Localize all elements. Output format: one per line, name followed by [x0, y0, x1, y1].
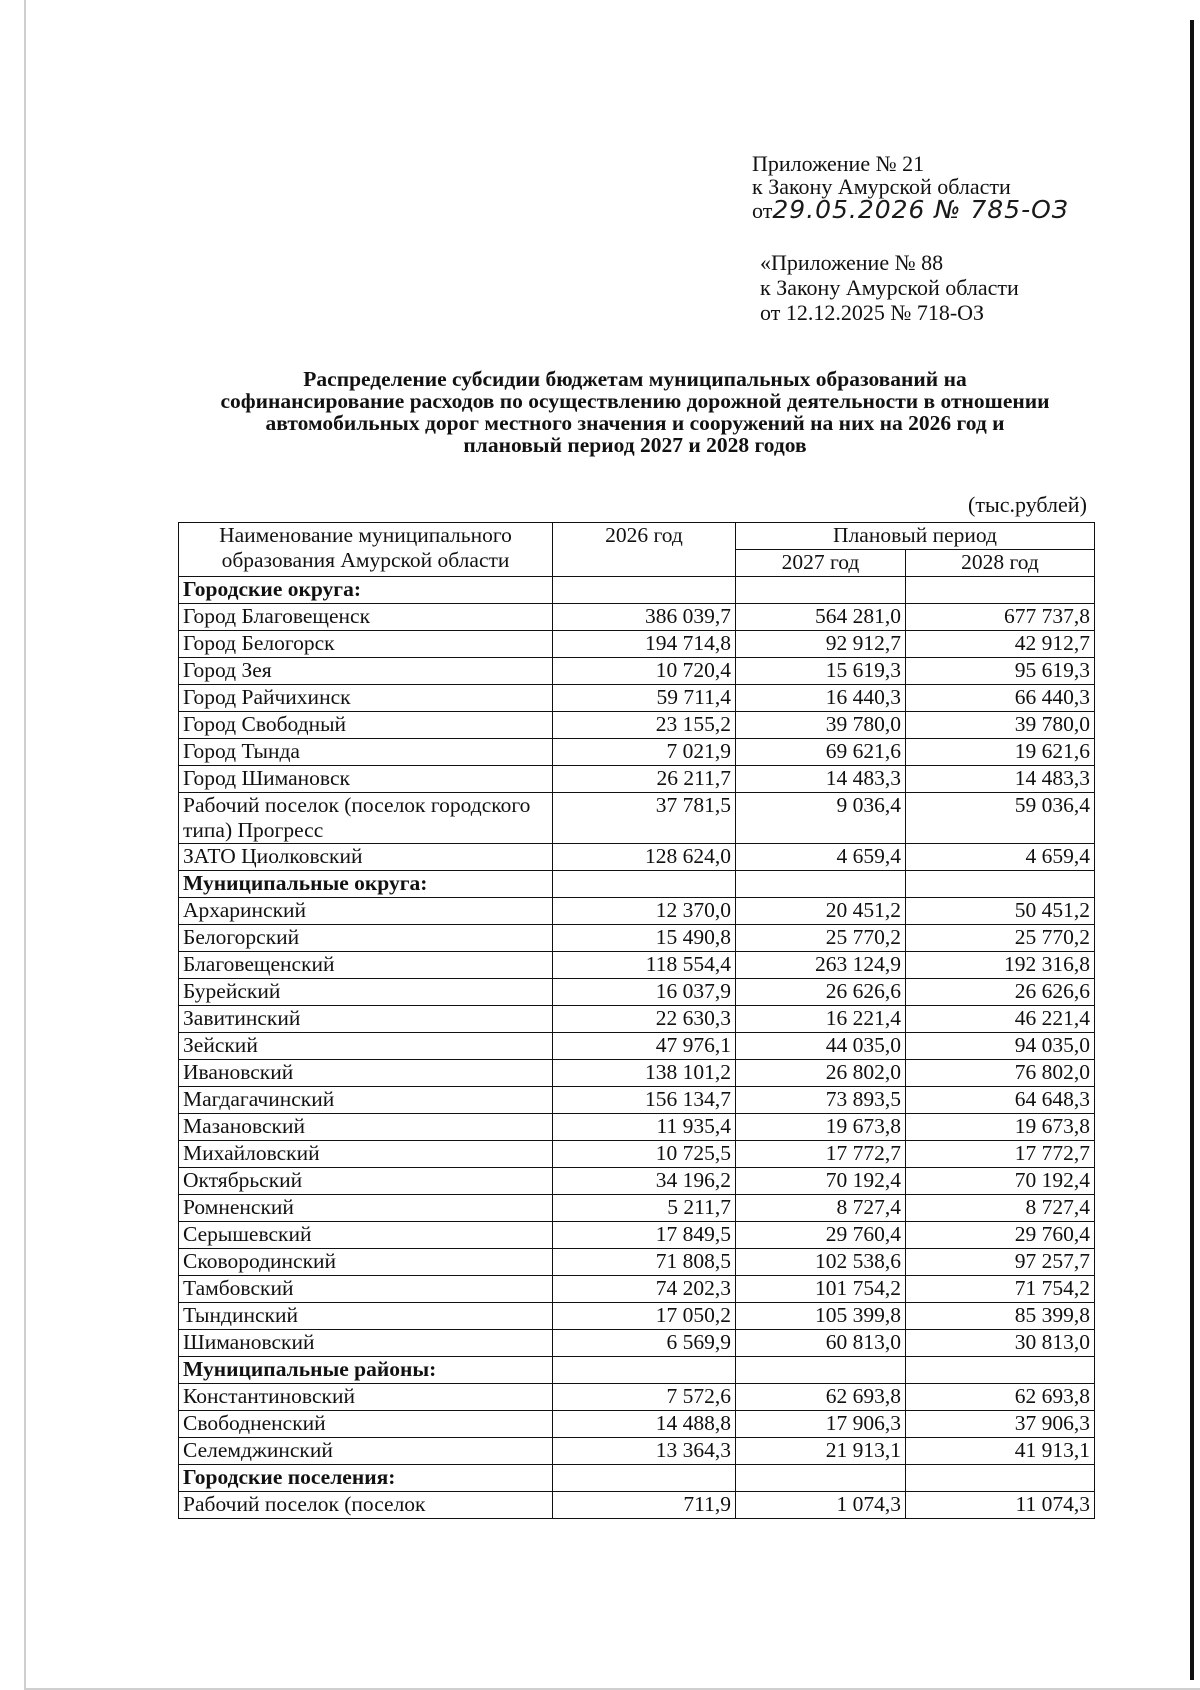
- table-row: [179, 1411, 1095, 1438]
- row-name: Город Шимановск: [179, 766, 553, 793]
- value-2026: 13 364,3: [553, 1438, 736, 1465]
- table-row: [179, 952, 1095, 979]
- row-name: Ивановский: [179, 1060, 553, 1087]
- value-2026: 711,9: [553, 1492, 736, 1519]
- value-2027: 62 693,8: [736, 1384, 906, 1411]
- value-2028: 59 036,4: [906, 793, 1095, 844]
- value-2028: [906, 1465, 1095, 1492]
- appendix-law: к Закону Амурской области: [752, 174, 1011, 199]
- row-name: Муниципальные округа:: [179, 871, 553, 898]
- value-2028: 97 257,7: [906, 1249, 1095, 1276]
- row-name: Шимановский: [179, 1330, 553, 1357]
- value-2028: 17 772,7: [906, 1141, 1095, 1168]
- table-section-row: [179, 871, 1095, 898]
- value-2026: [553, 577, 736, 604]
- page-edge-left: [24, 0, 26, 1690]
- value-2028: 66 440,3: [906, 685, 1095, 712]
- value-2028: 4 659,4: [906, 844, 1095, 871]
- value-2026: 23 155,2: [553, 712, 736, 739]
- value-2026: 17 050,2: [553, 1303, 736, 1330]
- value-2026: 6 569,9: [553, 1330, 736, 1357]
- table-row: [179, 1195, 1095, 1222]
- table-row: [179, 631, 1095, 658]
- page-edge-right: [1190, 20, 1194, 1680]
- table-row: [179, 685, 1095, 712]
- value-2027: [736, 871, 906, 898]
- row-name: Магдагачинский: [179, 1087, 553, 1114]
- table-row: [179, 1168, 1095, 1195]
- value-2028: 95 619,3: [906, 658, 1095, 685]
- value-2026: 34 196,2: [553, 1168, 736, 1195]
- value-2026: 7 572,6: [553, 1384, 736, 1411]
- row-name: Рабочий поселок (поселок: [179, 1492, 553, 1519]
- value-2028: 29 760,4: [906, 1222, 1095, 1249]
- value-2026: 386 039,7: [553, 604, 736, 631]
- value-2028: 19 673,8: [906, 1114, 1095, 1141]
- value-2028: 94 035,0: [906, 1033, 1095, 1060]
- row-name: Константиновский: [179, 1384, 553, 1411]
- value-2026: [553, 1357, 736, 1384]
- row-name: Ромненский: [179, 1195, 553, 1222]
- value-2026: 7 021,9: [553, 739, 736, 766]
- value-2026: 14 488,8: [553, 1411, 736, 1438]
- value-2027: 29 760,4: [736, 1222, 906, 1249]
- appendix-block: [752, 152, 1069, 222]
- table-section-row: [179, 1465, 1095, 1492]
- value-2028: 64 648,3: [906, 1087, 1095, 1114]
- value-2028: 76 802,0: [906, 1060, 1095, 1087]
- previous-appendix-law: к Закону Амурской области: [760, 275, 1019, 300]
- table-row: [179, 658, 1095, 685]
- table-row: [179, 1276, 1095, 1303]
- table-row: [179, 712, 1095, 739]
- appendix-number: Приложение № 21: [752, 151, 925, 176]
- value-2028: 677 737,8: [906, 604, 1095, 631]
- table-row: [179, 1249, 1095, 1276]
- value-2028: 70 192,4: [906, 1168, 1095, 1195]
- value-2027: [736, 1357, 906, 1384]
- value-2027: 101 754,2: [736, 1276, 906, 1303]
- header-2027: 2027 год: [736, 550, 906, 577]
- value-2027: 60 813,0: [736, 1330, 906, 1357]
- value-2026: 128 624,0: [553, 844, 736, 871]
- table-section-row: [179, 577, 1095, 604]
- value-2027: 69 621,6: [736, 739, 906, 766]
- table-header-row: [179, 523, 1095, 550]
- appendix-date-prefix: от: [752, 198, 773, 223]
- value-2026: 16 037,9: [553, 979, 736, 1006]
- value-2028: 41 913,1: [906, 1438, 1095, 1465]
- value-2028: [906, 1357, 1095, 1384]
- value-2028: 62 693,8: [906, 1384, 1095, 1411]
- value-2028: 50 451,2: [906, 898, 1095, 925]
- row-name: Завитинский: [179, 1006, 553, 1033]
- value-2026: 156 134,7: [553, 1087, 736, 1114]
- header-name-line-1: Наименование муниципального: [219, 523, 512, 547]
- value-2026: 194 714,8: [553, 631, 736, 658]
- header-2026: 2026 год: [553, 523, 736, 577]
- subsidy-table: [178, 522, 1095, 1519]
- units-label: (тыс.рублей): [968, 492, 1087, 517]
- row-name: Благовещенский: [179, 952, 553, 979]
- row-name: Селемджинский: [179, 1438, 553, 1465]
- handwritten-date-number: 29.05.2026 № 785-ОЗ: [772, 195, 1069, 224]
- value-2027: 25 770,2: [736, 925, 906, 952]
- table-row: [179, 1384, 1095, 1411]
- appendix-date-line: [752, 195, 1069, 224]
- value-2027: 15 619,3: [736, 658, 906, 685]
- title-line-2: софинансирование расходов по осуществлению дорожной деятельности в отношении: [220, 389, 1050, 413]
- table-row: [179, 1087, 1095, 1114]
- value-2027: 263 124,9: [736, 952, 906, 979]
- value-2026: 74 202,3: [553, 1276, 736, 1303]
- value-2026: 5 211,7: [553, 1195, 736, 1222]
- row-name: Городские округа:: [179, 577, 553, 604]
- title-line-3: автомобильных дорог местного значения и сооружений на них на 2026 год и: [265, 411, 1005, 435]
- value-2028: 26 626,6: [906, 979, 1095, 1006]
- value-2028: 37 906,3: [906, 1411, 1095, 1438]
- value-2026: 12 370,0: [553, 898, 736, 925]
- row-name: Муниципальные районы:: [179, 1357, 553, 1384]
- value-2027: 39 780,0: [736, 712, 906, 739]
- row-name: Тындинский: [179, 1303, 553, 1330]
- table-row: [179, 1438, 1095, 1465]
- value-2026: 10 720,4: [553, 658, 736, 685]
- previous-appendix-date: от 12.12.2025 № 718-ОЗ: [760, 300, 985, 325]
- header-name-line-2: образования Амурской области: [221, 548, 510, 572]
- header-name: [179, 523, 553, 577]
- row-name: Городские поселения:: [179, 1465, 553, 1492]
- table-row: [179, 1114, 1095, 1141]
- value-2027: 26 802,0: [736, 1060, 906, 1087]
- row-name: Город Белогорск: [179, 631, 553, 658]
- row-name: Серышевский: [179, 1222, 553, 1249]
- row-name: Октябрьский: [179, 1168, 553, 1195]
- value-2026: 17 849,5: [553, 1222, 736, 1249]
- value-2026: [553, 1465, 736, 1492]
- value-2027: 17 772,7: [736, 1141, 906, 1168]
- table-row: [179, 1303, 1095, 1330]
- value-2027: 16 440,3: [736, 685, 906, 712]
- value-2028: 46 221,4: [906, 1006, 1095, 1033]
- row-name: Сковородинский: [179, 1249, 553, 1276]
- table-row: [179, 1006, 1095, 1033]
- value-2027: 20 451,2: [736, 898, 906, 925]
- title-line-1: Распределение субсидии бюджетам муниципальных образований на: [303, 367, 967, 391]
- value-2028: 30 813,0: [906, 1330, 1095, 1357]
- value-2027: 73 893,5: [736, 1087, 906, 1114]
- value-2027: 92 912,7: [736, 631, 906, 658]
- table-body: [179, 577, 1095, 1519]
- table-row: [179, 1060, 1095, 1087]
- value-2027: 9 036,4: [736, 793, 906, 844]
- table-row: [179, 793, 1095, 844]
- value-2027: 8 727,4: [736, 1195, 906, 1222]
- row-name: Город Свободный: [179, 712, 553, 739]
- value-2028: 42 912,7: [906, 631, 1095, 658]
- header-2028: 2028 год: [906, 550, 1095, 577]
- value-2026: 22 630,3: [553, 1006, 736, 1033]
- value-2026: 47 976,1: [553, 1033, 736, 1060]
- value-2027: 16 221,4: [736, 1006, 906, 1033]
- row-name: Зейский: [179, 1033, 553, 1060]
- value-2026: 37 781,5: [553, 793, 736, 844]
- table-row: [179, 739, 1095, 766]
- value-2027: 4 659,4: [736, 844, 906, 871]
- table-row: [179, 898, 1095, 925]
- value-2026: 71 808,5: [553, 1249, 736, 1276]
- row-name: Город Райчихинск: [179, 685, 553, 712]
- value-2028: 39 780,0: [906, 712, 1095, 739]
- table-section-row: [179, 1357, 1095, 1384]
- row-name: Город Зея: [179, 658, 553, 685]
- value-2028: 25 770,2: [906, 925, 1095, 952]
- table-row: [179, 979, 1095, 1006]
- row-name: Мазановский: [179, 1114, 553, 1141]
- value-2027: 564 281,0: [736, 604, 906, 631]
- table-row: [179, 1141, 1095, 1168]
- value-2028: 11 074,3: [906, 1492, 1095, 1519]
- value-2026: 59 711,4: [553, 685, 736, 712]
- value-2027: 102 538,6: [736, 1249, 906, 1276]
- row-name: Тамбовский: [179, 1276, 553, 1303]
- value-2027: 70 192,4: [736, 1168, 906, 1195]
- table-row: [179, 604, 1095, 631]
- value-2027: 105 399,8: [736, 1303, 906, 1330]
- value-2028: 8 727,4: [906, 1195, 1095, 1222]
- row-name: Свободненский: [179, 1411, 553, 1438]
- value-2027: 19 673,8: [736, 1114, 906, 1141]
- value-2028: 192 316,8: [906, 952, 1095, 979]
- value-2027: 21 913,1: [736, 1438, 906, 1465]
- value-2026: 15 490,8: [553, 925, 736, 952]
- value-2028: 14 483,3: [906, 766, 1095, 793]
- value-2027: 17 906,3: [736, 1411, 906, 1438]
- value-2027: [736, 577, 906, 604]
- value-2027: [736, 1465, 906, 1492]
- table-row: [179, 1222, 1095, 1249]
- row-name: ЗАТО Циолковский: [179, 844, 553, 871]
- value-2028: 19 621,6: [906, 739, 1095, 766]
- table-row: [179, 1033, 1095, 1060]
- value-2026: 26 211,7: [553, 766, 736, 793]
- table-row: [179, 925, 1095, 952]
- value-2027: 1 074,3: [736, 1492, 906, 1519]
- value-2026: 118 554,4: [553, 952, 736, 979]
- row-name: Рабочий поселок (поселок городского типа) Прогресс: [179, 793, 553, 844]
- row-name: Михайловский: [179, 1141, 553, 1168]
- row-name: Белогорский: [179, 925, 553, 952]
- table-row: [179, 844, 1095, 871]
- table-row: [179, 1492, 1095, 1519]
- value-2028: [906, 577, 1095, 604]
- value-2027: 44 035,0: [736, 1033, 906, 1060]
- table-row: [179, 766, 1095, 793]
- header-planned-period: Плановый период: [736, 523, 1095, 550]
- value-2028: 85 399,8: [906, 1303, 1095, 1330]
- row-name: Архаринский: [179, 898, 553, 925]
- value-2026: 10 725,5: [553, 1141, 736, 1168]
- row-name: Бурейский: [179, 979, 553, 1006]
- document-title: [170, 368, 1100, 456]
- value-2028: 71 754,2: [906, 1276, 1095, 1303]
- previous-appendix-number: «Приложение № 88: [760, 250, 944, 275]
- value-2027: 14 483,3: [736, 766, 906, 793]
- row-name: Город Благовещенск: [179, 604, 553, 631]
- previous-appendix-block: [760, 250, 1019, 325]
- value-2026: 138 101,2: [553, 1060, 736, 1087]
- value-2028: [906, 871, 1095, 898]
- row-name: Город Тында: [179, 739, 553, 766]
- value-2026: 11 935,4: [553, 1114, 736, 1141]
- value-2027: 26 626,6: [736, 979, 906, 1006]
- value-2026: [553, 871, 736, 898]
- table-row: [179, 1330, 1095, 1357]
- title-line-4: плановый период 2027 и 2028 годов: [463, 433, 807, 457]
